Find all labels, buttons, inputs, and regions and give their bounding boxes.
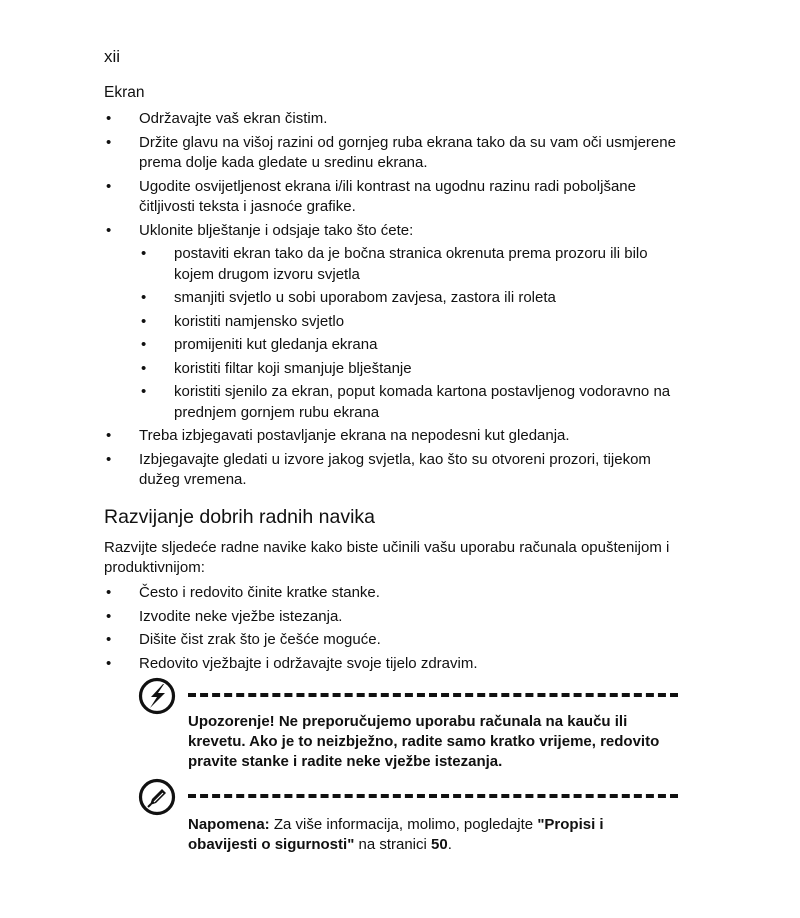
list-item-text: Držite glavu na višoj razini od gornjeg ruba ekrana tako da su vam oči usmjerene prema dolje kada gledate u sredinu ekrana. bbox=[139, 133, 676, 171]
list-item-text: Izvodite neke vježbe istezanja. bbox=[139, 607, 343, 625]
page-number: xii bbox=[104, 47, 121, 66]
list-item bbox=[104, 654, 684, 675]
note-label: Napomena: bbox=[188, 816, 270, 833]
bullet-icon: • bbox=[106, 450, 112, 468]
bullet-icon: • bbox=[106, 133, 112, 151]
sub-list-item-text: koristiti sjenilo za ekran, poput komada kartona postavljenog vodoravno na prednjem gornjem rubu ekrana bbox=[174, 383, 671, 421]
bullet-icon: • bbox=[141, 383, 147, 400]
section-label-screen: Ekran bbox=[104, 84, 145, 101]
bullet-icon: • bbox=[106, 427, 112, 444]
bullet-icon: • bbox=[106, 221, 112, 239]
sub-list-item-text: postaviti ekran tako da je bočna stranica okrenuta prema prozoru ili bilo kojem drugom izvoru svjetla bbox=[174, 245, 648, 283]
sub-list-item bbox=[139, 359, 684, 380]
list-item bbox=[104, 221, 684, 424]
list-item bbox=[104, 109, 684, 130]
bullet-icon: • bbox=[106, 607, 112, 625]
sub-list-item bbox=[139, 335, 684, 356]
note-pen-icon bbox=[138, 778, 176, 816]
bullet-icon: • bbox=[141, 312, 147, 330]
note-text bbox=[188, 815, 668, 855]
bullet-icon: • bbox=[141, 359, 147, 377]
bullet-icon: • bbox=[106, 110, 112, 127]
sub-list-item bbox=[139, 382, 684, 423]
sub-list-item-text: koristiti namjensko svjetlo bbox=[174, 312, 345, 330]
list-item-text: Često i redovito činite kratke stanke. bbox=[139, 584, 380, 601]
list-item bbox=[104, 133, 684, 174]
list-item bbox=[104, 583, 684, 604]
warning-text: Upozorenje! Ne preporučujemo uporabu računala na kauču ili krevetu. Ako je to neizbježno, radite samo kratko vrijeme, redovito pravite stanke i radite neke vježbe istezanja. bbox=[188, 713, 660, 770]
note-ref-title[interactable]: "Propisi i obavijesti o sigurnosti" bbox=[188, 816, 604, 853]
habits-bullet-list bbox=[104, 580, 684, 674]
note-text-mid: na stranici bbox=[354, 836, 432, 853]
bullet-icon: • bbox=[141, 245, 147, 262]
list-item-text: Ugodite osvijetljenost ekrana i/ili kontrast na ugodnu razinu radi poboljšane čitljivosti teksta i jasnoće grafike. bbox=[139, 177, 636, 215]
note-text-end: . bbox=[447, 836, 452, 853]
note-text-before: Za više informacija, molimo, pogledajte bbox=[269, 816, 538, 833]
list-item-text: Izbjegavajte gledati u izvore jakog svjetla, kao što su otvoreni prozori, tijekom dužeg vremena. bbox=[139, 450, 651, 488]
habits-intro: Razvijte sljedeće radne navike kako biste učinili vašu uporabu računala opuštenijom i produktivnijom: bbox=[104, 539, 670, 576]
bullet-icon: • bbox=[106, 177, 112, 195]
list-item bbox=[104, 607, 684, 628]
list-item bbox=[104, 426, 684, 447]
sub-list-item bbox=[139, 244, 684, 285]
warning-divider bbox=[188, 693, 678, 697]
note-divider bbox=[188, 794, 678, 798]
section-title-habits: Razvijanje dobrih radnih navika bbox=[104, 506, 375, 528]
list-item-text: Dišite čist zrak što je češće moguće. bbox=[139, 631, 381, 648]
bullet-icon: • bbox=[106, 584, 112, 601]
sub-list-item-text: smanjiti svjetlo u sobi uporabom zavjesa, zastora ili roleta bbox=[174, 289, 556, 306]
sub-list-item bbox=[139, 288, 684, 309]
sub-list-item-text: koristiti filtar koji smanjuje blještanje bbox=[174, 359, 412, 377]
list-item bbox=[104, 177, 684, 218]
sub-list-item-text: promijeniti kut gledanja ekrana bbox=[174, 336, 378, 353]
list-item bbox=[104, 450, 684, 491]
list-item-text: Održavajte vaš ekran čistim. bbox=[139, 110, 328, 127]
note-page-ref[interactable]: 50 bbox=[431, 836, 448, 853]
list-item-text: Treba izbjegavati postavljanje ekrana na nepodesni kut gledanja. bbox=[139, 427, 570, 444]
screen-bullet-list bbox=[104, 106, 684, 491]
bullet-icon: • bbox=[141, 289, 147, 306]
list-item-text: Redovito vježbajte i održavajte svoje tijelo zdravim. bbox=[139, 654, 478, 672]
bullet-icon: • bbox=[141, 336, 147, 353]
glare-sub-list bbox=[139, 244, 684, 423]
warning-lightning-icon bbox=[138, 677, 176, 715]
bullet-icon: • bbox=[106, 654, 112, 672]
list-item-text: Uklonite blještanje i odsjaje tako što ćete: bbox=[139, 221, 414, 239]
sub-list-item bbox=[139, 312, 684, 333]
bullet-icon: • bbox=[106, 631, 112, 648]
list-item bbox=[104, 630, 684, 651]
